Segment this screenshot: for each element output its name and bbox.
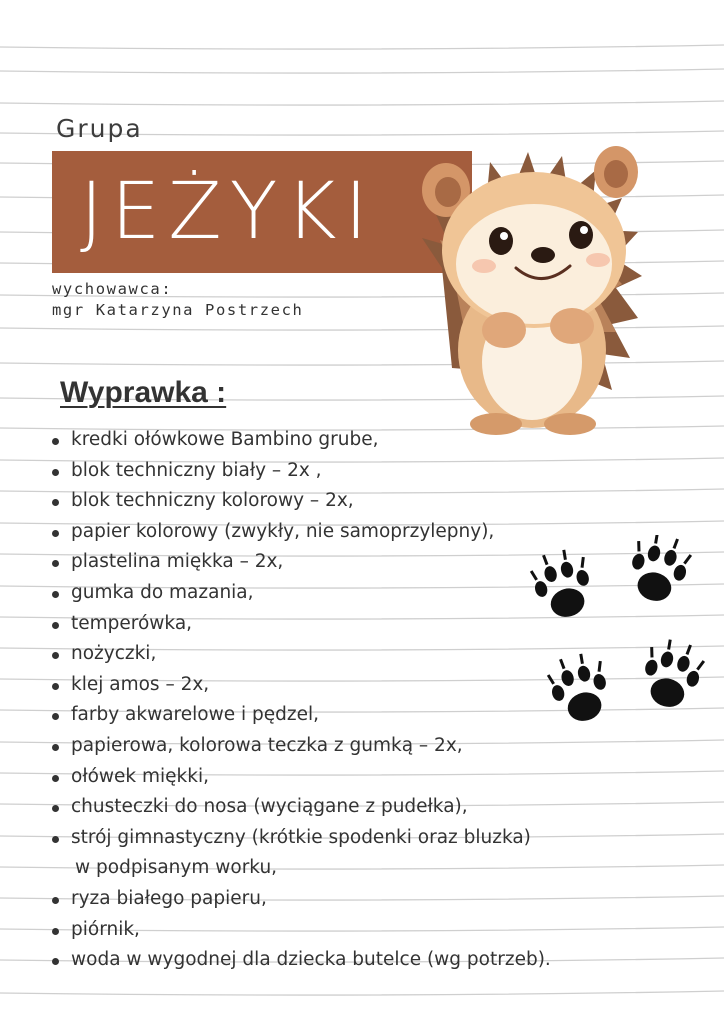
- list-item: papierowa, kolorowa teczka z gumką – 2x,: [50, 731, 650, 762]
- bullet-icon: [52, 836, 59, 843]
- list-item: kredki ołówkowe Bambino grube,: [50, 425, 650, 456]
- group-name-title: JEŻYKI: [80, 167, 376, 257]
- bullet-icon: [52, 499, 59, 506]
- bullet-icon: [52, 683, 59, 690]
- bullet-icon: [52, 744, 59, 751]
- bullet-icon: [52, 560, 59, 567]
- list-heading: Wyprawka :: [60, 376, 227, 409]
- list-item: piórnik,: [50, 915, 650, 946]
- list-item: nożyczki,: [50, 639, 650, 670]
- teacher-info: [52, 279, 303, 321]
- teacher-name: mgr Katarzyna Postrzech: [52, 301, 304, 319]
- list-item: strój gimnastyczny (krótkie spodenki oraz bluzka): [50, 823, 650, 854]
- list-item: papier kolorowy (zwykły, nie samoprzylepny),: [50, 517, 650, 548]
- group-label: Grupa: [56, 114, 143, 143]
- bullet-icon: [52, 805, 59, 812]
- list-item: temperówka,: [50, 609, 650, 640]
- list-item: woda w wygodnej dla dziecka butelce (wg potrzeb).: [50, 945, 650, 976]
- list-item: ołówek miękki,: [50, 762, 650, 793]
- list-item: blok techniczny kolorowy – 2x,: [50, 486, 650, 517]
- bullet-icon: [52, 897, 59, 904]
- list-item: gumka do mazania,: [50, 578, 650, 609]
- list-item: farby akwarelowe i pędzel,: [50, 700, 650, 731]
- bullet-icon: [52, 591, 59, 598]
- hedgehog-illustration: [412, 118, 650, 438]
- list-item: chusteczki do nosa (wyciągane z pudełka),: [50, 792, 650, 823]
- teacher-label: wychowawca:: [52, 280, 173, 298]
- bullet-icon: [52, 713, 59, 720]
- supplies-list: [50, 425, 650, 976]
- list-item-continuation: w podpisanym worku,: [75, 857, 278, 879]
- list-item: plastelina miękka – 2x,: [50, 547, 650, 578]
- bullet-icon: [52, 469, 59, 476]
- list-item: blok techniczny biały – 2x ,: [50, 456, 650, 487]
- list-item: ryza białego papieru,: [50, 884, 650, 915]
- list-item: klej amos – 2x,: [50, 670, 650, 701]
- bullet-icon: [52, 438, 59, 445]
- bullet-icon: [52, 928, 59, 935]
- bullet-icon: [52, 775, 59, 782]
- bullet-icon: [52, 622, 59, 629]
- bullet-icon: [52, 958, 59, 965]
- bullet-icon: [52, 652, 59, 659]
- bullet-icon: [52, 530, 59, 537]
